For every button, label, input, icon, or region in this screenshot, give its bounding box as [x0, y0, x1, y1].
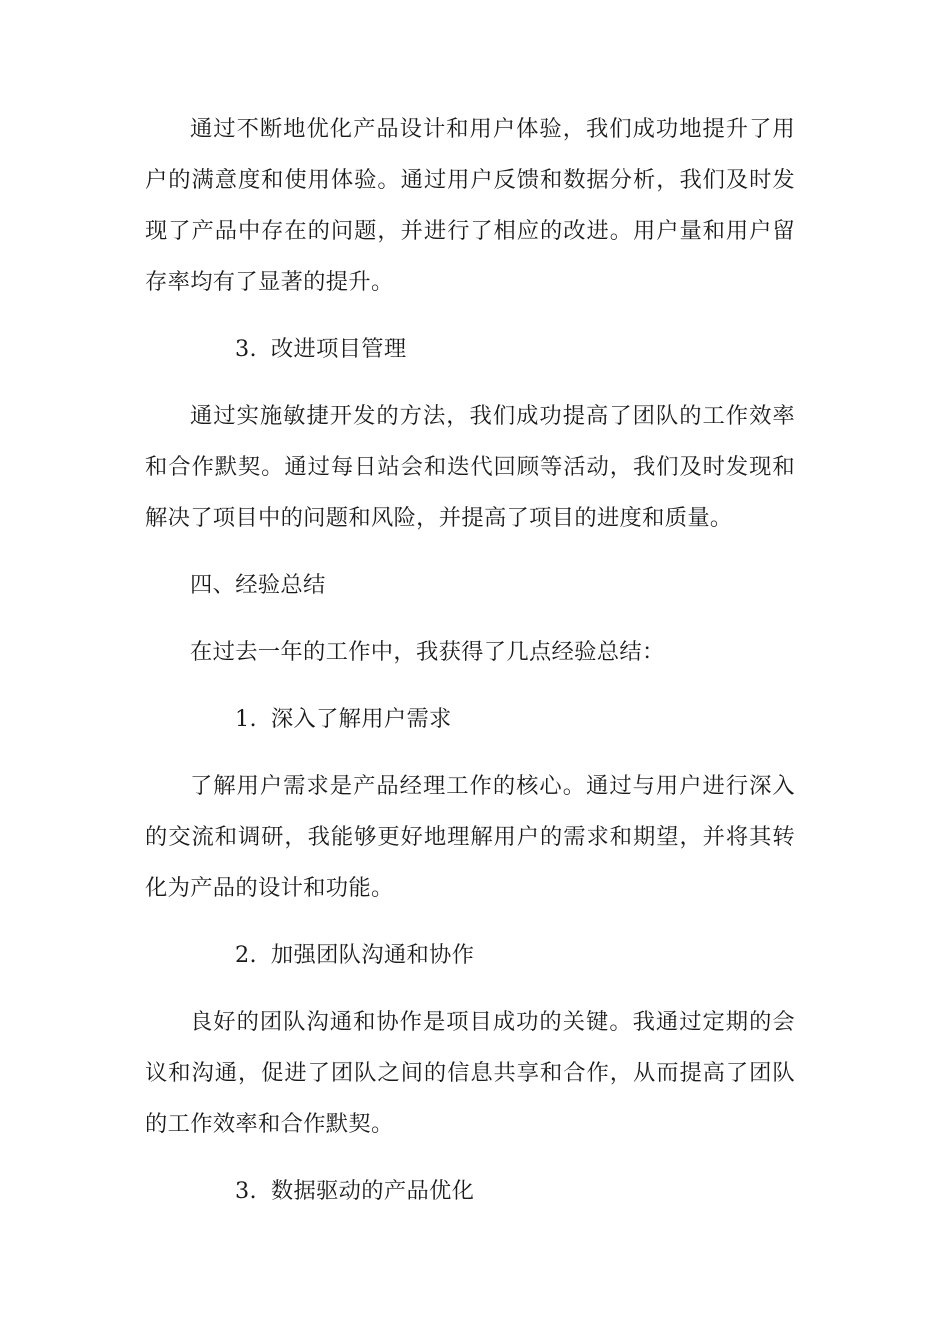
paragraph-product-optimization: 通过不断地优化产品设计和用户体验，我们成功地提升了用户的满意度和使用体验。通过用户反馈和数据分析，我们及时发现了产品中存在的问题，并进行了相应的改进。用户量和用户留存率均有了显著的提升。 [145, 116, 795, 295]
heading-text: 数据驱动的产品优化 [270, 1178, 475, 1204]
heading-text: 深入了解用户需求 [270, 706, 452, 732]
heading-number: 2. [235, 942, 257, 968]
paragraph-agile-development: 通过实施敏捷开发的方法，我们成功提高了团队的工作效率和合作默契。通过每日站会和迭代回顾等活动，我们及时发现和解决了项目中的问题和风险，并提高了项目的进度和质量。 [145, 403, 795, 531]
heading-number: 3. [235, 1178, 257, 1204]
heading-improve-project-management [145, 324, 795, 375]
heading-number: 1. [235, 706, 257, 732]
paragraph-team-communication: 良好的团队沟通和协作是项目成功的关键。我通过定期的会议和沟通，促进了团队之间的信息共享和合作，从而提高了团队的工作效率和合作默契。 [145, 1009, 795, 1137]
document-body [145, 104, 795, 1233]
heading-understand-user-needs [145, 694, 795, 745]
heading-data-driven-optimization [145, 1166, 795, 1217]
paragraph-summary-intro: 在过去一年的工作中，我获得了几点经验总结： [190, 639, 665, 665]
heading-text: 加强团队沟通和协作 [270, 942, 475, 968]
paragraph-user-needs: 了解用户需求是产品经理工作的核心。通过与用户进行深入的交流和调研，我能够更好地理解用户的需求和期望，并将其转化为产品的设计和功能。 [145, 773, 795, 901]
heading-text: 改进项目管理 [270, 336, 407, 362]
section-title-text: 四、经验总结 [190, 572, 326, 598]
heading-team-communication [145, 930, 795, 981]
section-title-experience-summary [145, 560, 795, 611]
heading-number: 3. [235, 336, 257, 362]
